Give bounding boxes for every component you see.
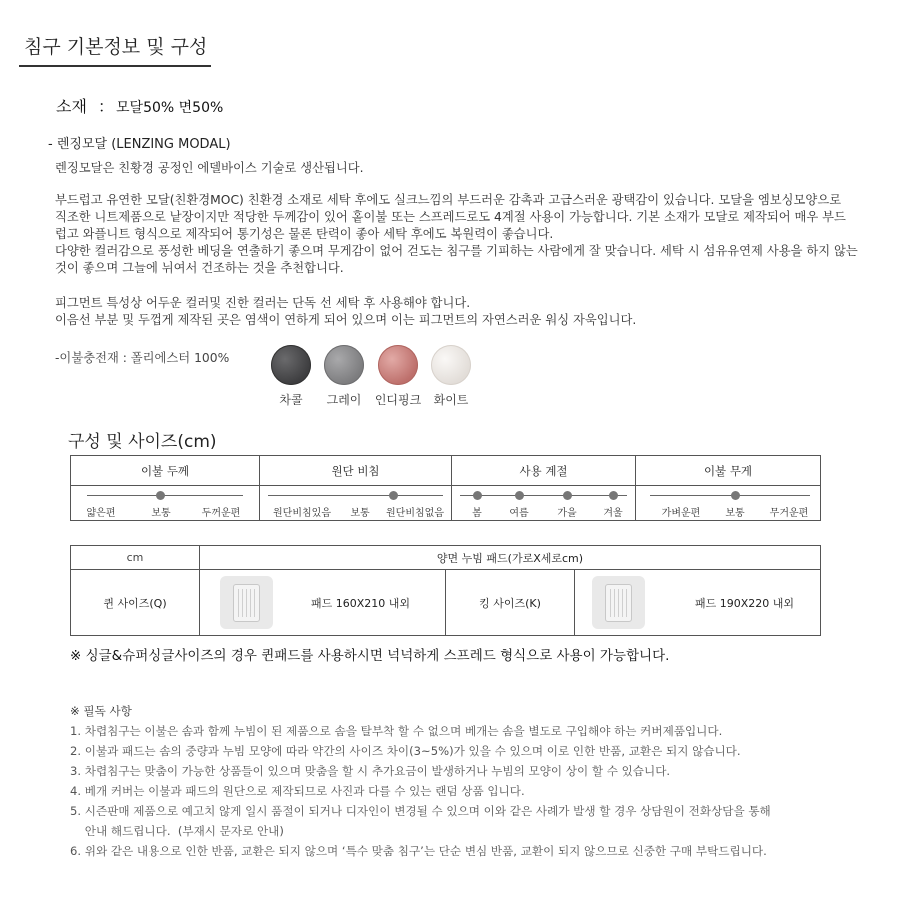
notice-item: 1. 차렵침구는 이불은 솜과 함께 누빔이 된 제품으로 솜을 탈부착 할 수 없으며 베개는 솜을 별도로 구입해야 하는 커버제품입니다. — [70, 724, 723, 738]
description-line: 다양한 컬러감으로 풍성한 베딩을 연출하기 좋으며 무게감이 없어 걷도는 침구를 기피하는 사람에게 잘 맞습니다. 세탁 시 섬유유연제 사용을 하지 않는 — [55, 244, 858, 258]
queen-pad-size: 패드 160X210 내외 — [311, 596, 411, 610]
pigment-line: 이음선 부분 및 두껍게 제작된 곳은 염색이 연하게 되어 있으며 이는 피그먼트의 자연스러운 워싱 자욱입니다. — [55, 313, 637, 327]
scale-marker — [563, 491, 572, 500]
pad-thumbnail — [220, 576, 273, 629]
swatch-gray — [324, 345, 364, 385]
scale-label: 원단비침있음 — [273, 508, 331, 519]
swatch-indipink — [378, 345, 418, 385]
sheer-scale — [260, 486, 452, 521]
scale-label: 보통 — [725, 508, 745, 519]
scale-label: 무거운편 — [769, 508, 809, 519]
scale-label: 얇은편 — [86, 508, 116, 519]
weight-scale — [636, 486, 821, 521]
notice-item: 3. 차렵침구는 맞춤이 가능한 상품들이 있으며 맞춤을 할 시 추가요금이 발생하거나 누빔의 모양이 상이 할 수 있습니다. — [70, 764, 671, 778]
single-size-note: ※ 싱글&슈퍼싱글사이즈의 경우 퀸패드를 사용하시면 넉넉하게 스프레드 형식으로 사용이 가능합니다. — [70, 648, 670, 664]
lenzing-intro: 렌징모달은 친황경 공정인 에델바이스 기술로 생산됩니다. — [55, 161, 364, 175]
notice-item: 5. 시즌판매 제품으로 예고치 않게 일시 품절이 되거나 디자인이 변경될 수 있으며 이와 같은 사례가 발생 할 경우 상담원이 전화상담을 통해 — [70, 804, 771, 818]
king-size-label: 킹 사이즈(K) — [446, 570, 575, 636]
spec-header-season: 사용 계절 — [452, 456, 636, 486]
lenzing-heading: - 렌징모달 (LENZING MODAL) — [48, 137, 231, 152]
pad-thumbnail — [592, 576, 645, 629]
season-scale — [452, 486, 636, 521]
size-table — [70, 545, 821, 636]
scale-line — [460, 495, 627, 496]
scale-label: 겨울 — [603, 508, 623, 519]
size-unit: cm — [71, 546, 200, 570]
description-line: 럽고 와플니트 형식으로 제작되어 통기성은 물론 탄력이 좋아 세탁 후에도 복원력이 좋습니다. — [55, 227, 554, 241]
scale-marker — [156, 491, 165, 500]
scale-label: 가벼운편 — [661, 508, 701, 519]
notice-item: 6. 위와 같은 내용으로 인한 반품, 교환은 되지 않으며 ‘특수 맞춤 침구’는 단순 변심 반품, 교환이 되지 않으므로 신중한 구매 부탁드립니다. — [70, 844, 767, 858]
scale-label: 보통 — [151, 508, 171, 519]
scale-label: 가을 — [557, 508, 577, 519]
description-line: 부드럽고 유연한 모달(친환경MOC) 친환경 소재로 세탁 후에도 실크느낌의 부드러운 감촉과 고급스러운 광택감이 있습니다. 모달을 엠보싱모양으로 — [55, 193, 842, 207]
scale-label: 보통 — [350, 508, 370, 519]
swatch-label: 화이트 — [433, 393, 469, 407]
filling-label: -이불충전재 : 폴리에스터 100% — [55, 351, 230, 365]
king-pad-size: 패드 190X220 내외 — [695, 596, 795, 610]
spec-table — [70, 455, 821, 521]
pigment-notice — [55, 295, 875, 329]
color-option-charcoal[interactable] — [263, 345, 319, 408]
scale-label: 원단비침없음 — [386, 508, 444, 519]
king-pad-cell — [575, 570, 821, 636]
notice-item: 안내 해드립니다. (부재시 문자로 안내) — [70, 824, 284, 838]
spec-header-sheer: 원단 비침 — [260, 456, 452, 486]
notice-item: 4. 베개 커버는 이불과 패드의 원단으로 제작되므로 사진과 다를 수 있는 랜덤 상품 입니다. — [70, 784, 525, 798]
material-value: 모달50% 면50% — [116, 100, 224, 116]
material-colon: ： — [98, 97, 115, 116]
scale-label: 두꺼운편 — [201, 508, 241, 519]
swatch-white — [431, 345, 471, 385]
scale-marker — [609, 491, 618, 500]
pigment-line: 피그먼트 특성상 어두운 컬러및 진한 컬러는 단독 선 세탁 후 사용해야 합니다. — [55, 296, 471, 310]
scale-marker — [473, 491, 482, 500]
color-option-gray[interactable] — [316, 345, 372, 408]
title-underline — [19, 65, 211, 67]
scale-label: 봄 — [472, 508, 482, 519]
queen-pad-cell — [200, 570, 446, 636]
scale-line — [650, 495, 810, 496]
scale-line — [268, 495, 443, 496]
swatch-label: 인디핑크 — [374, 393, 422, 407]
spec-header-thickness: 이불 두께 — [71, 456, 260, 486]
notice-section — [70, 701, 771, 861]
size-section-title: 구성 및 사이즈(cm) — [68, 432, 217, 452]
section-title: 침구 기본정보 및 구성 — [24, 36, 208, 58]
spec-header-weight: 이불 무게 — [636, 456, 821, 486]
thickness-scale — [71, 486, 260, 521]
notice-title: ※ 필독 사항 — [70, 704, 132, 718]
color-option-white[interactable] — [423, 345, 479, 408]
queen-size-label: 퀸 사이즈(Q) — [71, 570, 200, 636]
description-line: 직조한 니트제품으로 낱장이지만 적당한 두께감이 있어 홑이불 또는 스프레드로도 4계절 사용이 가능합니다. 기본 소재가 모달로 제작되어 매우 부드 — [55, 210, 846, 224]
notice-item: 2. 이불과 패드는 솜의 중량과 누빔 모양에 따라 약간의 사이즈 차이(3~5%)가 있을 수 있으며 이로 인한 반품, 교환은 되지 않습니다. — [70, 744, 741, 758]
description-line: 것이 좋으며 그늘에 뉘여서 건조하는 것을 추천합니다. — [55, 261, 344, 275]
lenzing-description — [55, 192, 875, 277]
material-line — [56, 94, 223, 117]
material-label: 소재 — [56, 97, 87, 116]
swatch-label: 그레이 — [326, 393, 362, 407]
color-option-indipink[interactable] — [370, 345, 426, 408]
scale-marker — [389, 491, 398, 500]
scale-marker — [515, 491, 524, 500]
scale-label: 여름 — [509, 508, 529, 519]
size-header: 양면 누빔 패드(가로X세로cm) — [200, 546, 821, 570]
scale-line — [87, 495, 243, 496]
swatch-charcoal — [271, 345, 311, 385]
swatch-label: 차콜 — [279, 393, 303, 407]
scale-marker — [731, 491, 740, 500]
